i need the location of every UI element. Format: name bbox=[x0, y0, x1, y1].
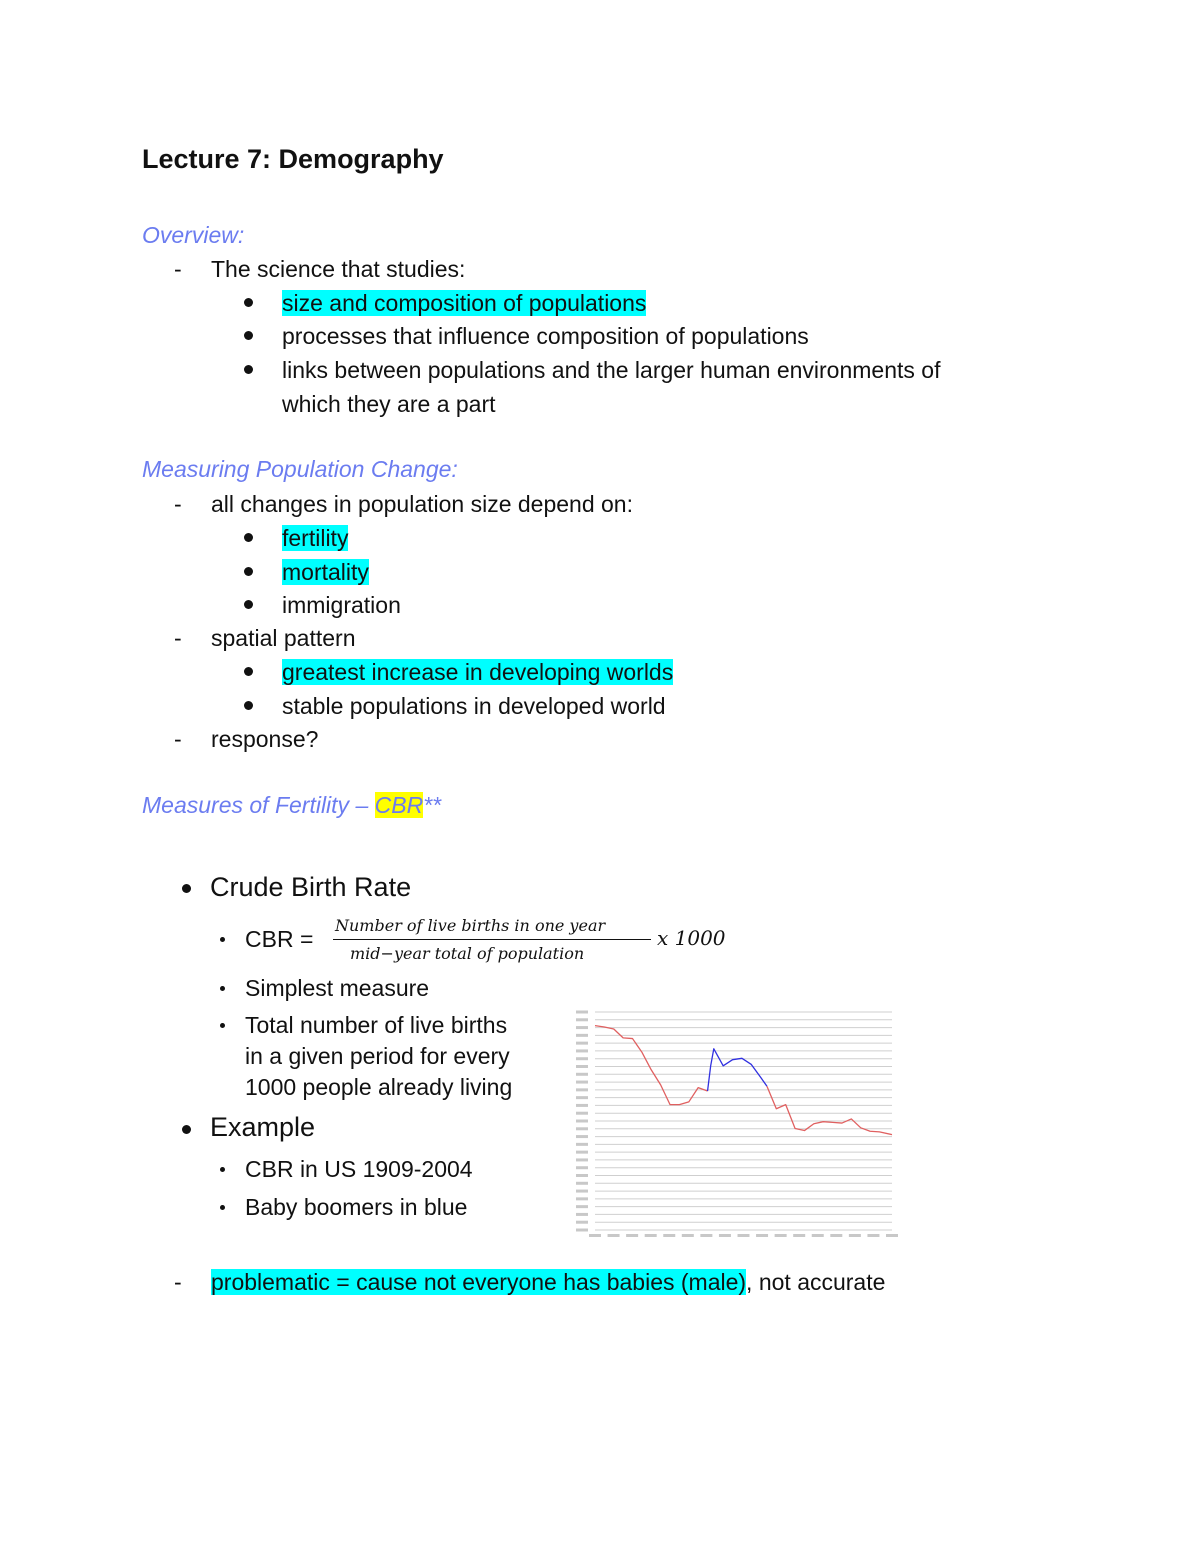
slide-sub-dot bbox=[220, 1167, 225, 1172]
chart-y-tick-mark bbox=[576, 1205, 588, 1208]
formula-numerator: Number of live births in one year bbox=[335, 916, 606, 935]
chart-y-tick-mark bbox=[576, 1081, 588, 1084]
bullet-dot bbox=[244, 533, 253, 542]
chart-y-tick-mark bbox=[576, 1042, 588, 1045]
dash-marker: - bbox=[174, 256, 182, 282]
chart-x-tick-mark bbox=[719, 1234, 731, 1237]
chart-y-tick-mark bbox=[576, 1034, 588, 1037]
bullet-dot bbox=[244, 298, 253, 307]
bullet-dot bbox=[244, 701, 253, 710]
overview-bullet-1: size and composition of populations bbox=[282, 290, 647, 316]
measuring-dash-3: response? bbox=[211, 726, 319, 752]
measuring-bullet-stable: stable populations in developed world bbox=[282, 693, 666, 719]
bullet-dot bbox=[244, 331, 253, 340]
slide-sub-dot bbox=[220, 1205, 225, 1210]
chart-y-tick-mark bbox=[576, 1221, 588, 1224]
chart-series-line-1 bbox=[595, 1026, 708, 1105]
chart-y-tick-mark bbox=[576, 1120, 588, 1123]
chart-y-tick-mark bbox=[576, 1135, 588, 1138]
chart-x-tick-mark bbox=[626, 1234, 638, 1237]
chart-y-tick-mark bbox=[576, 1127, 588, 1130]
slide-sub-dot bbox=[220, 986, 225, 991]
overview-bullet-2: processes that influence composition of populations bbox=[282, 323, 809, 349]
chart-x-tick-mark bbox=[830, 1234, 842, 1237]
chart-series-line-2 bbox=[708, 1049, 767, 1091]
measuring-bullet-fertility: fertility bbox=[282, 525, 349, 551]
slide-sub-dot bbox=[220, 937, 225, 942]
chart-x-tick-mark bbox=[700, 1234, 712, 1237]
page-title: Lecture 7: Demography bbox=[142, 144, 444, 174]
overview-heading: Overview: bbox=[142, 222, 245, 248]
chart-x-tick-mark bbox=[589, 1234, 601, 1237]
chart-x-tick-mark bbox=[608, 1234, 620, 1237]
chart-y-tick-mark bbox=[576, 1229, 588, 1232]
slide-sub-simplest: Simplest measure bbox=[245, 975, 430, 1001]
chart-y-tick-mark bbox=[576, 1197, 588, 1200]
chart-x-tick-mark bbox=[812, 1234, 824, 1237]
bullet-dot bbox=[244, 667, 253, 676]
chart-y-tick-mark bbox=[576, 1213, 588, 1216]
measuring-bullet-increase: greatest increase in developing worlds bbox=[282, 659, 674, 685]
slide-bullet-dot bbox=[182, 884, 191, 893]
cbr-chart-svg bbox=[570, 1002, 900, 1242]
dash-marker: - bbox=[174, 491, 182, 517]
chart-x-tick-mark bbox=[738, 1234, 750, 1237]
chart-x-tick-mark bbox=[867, 1234, 879, 1237]
measuring-heading: Measuring Population Change: bbox=[142, 456, 458, 482]
bullet-dot bbox=[244, 365, 253, 374]
slide-image bbox=[170, 860, 910, 1245]
dash-marker: - bbox=[174, 625, 182, 651]
chart-y-tick-mark bbox=[576, 1049, 588, 1052]
bullet-dot bbox=[244, 567, 253, 576]
slide-sub-cbr-us: CBR in US 1909-2004 bbox=[245, 1156, 473, 1182]
chart-series-line-3 bbox=[767, 1086, 892, 1134]
slide-main-example: Example bbox=[210, 1112, 316, 1142]
measuring-bullet-immigration: immigration bbox=[282, 592, 401, 618]
slide-sub-baby-boomers: Baby boomers in blue bbox=[245, 1194, 468, 1220]
slide-bullet-dot bbox=[182, 1125, 191, 1134]
fertility-heading: Measures of Fertility – CBR** bbox=[142, 792, 442, 818]
measuring-dash-1: all changes in population size depend on: bbox=[211, 491, 633, 517]
chart-y-tick-mark bbox=[576, 1011, 588, 1014]
slide-sub-total-2: in a given period for every bbox=[245, 1043, 510, 1069]
measuring-bullet-mortality: mortality bbox=[282, 559, 369, 585]
slide-main-crude-birth-rate: Crude Birth Rate bbox=[210, 872, 412, 902]
chart-x-tick-mark bbox=[886, 1234, 898, 1237]
chart-y-tick-mark bbox=[576, 1182, 588, 1185]
chart-x-tick-mark bbox=[793, 1234, 805, 1237]
chart-y-tick-mark bbox=[576, 1096, 588, 1099]
chart-y-tick-mark bbox=[576, 1088, 588, 1091]
dash-marker: - bbox=[174, 1269, 182, 1295]
chart-y-tick-mark bbox=[576, 1190, 588, 1193]
chart-x-tick-mark bbox=[645, 1234, 657, 1237]
chart-x-tick-mark bbox=[849, 1234, 861, 1237]
overview-intro: The science that studies: bbox=[211, 256, 466, 282]
measuring-dash-2: spatial pattern bbox=[211, 625, 356, 651]
chart-y-tick-mark bbox=[576, 1112, 588, 1115]
chart-y-tick-mark bbox=[576, 1151, 588, 1154]
chart-x-tick-mark bbox=[682, 1234, 694, 1237]
slide-sub-total-1: Total number of live births bbox=[245, 1012, 508, 1038]
chart-y-tick-mark bbox=[576, 1104, 588, 1107]
overview-bullet-3-cont: which they are a part bbox=[282, 391, 496, 417]
chart-x-tick-mark bbox=[756, 1234, 768, 1237]
formula-multiplier: x 1000 bbox=[657, 926, 726, 950]
formula-fraction-bar bbox=[333, 939, 651, 940]
cbr-chart bbox=[570, 1002, 900, 1242]
chart-y-tick-mark bbox=[576, 1026, 588, 1029]
slide-sub-dot bbox=[220, 1023, 225, 1028]
chart-y-tick-mark bbox=[576, 1065, 588, 1068]
chart-y-tick-mark bbox=[576, 1158, 588, 1161]
chart-y-tick-mark bbox=[576, 1057, 588, 1060]
chart-y-tick-mark bbox=[576, 1018, 588, 1021]
dash-marker: - bbox=[174, 726, 182, 752]
chart-x-tick-mark bbox=[663, 1234, 675, 1237]
chart-y-tick-mark bbox=[576, 1073, 588, 1076]
slide-sub-total-3: 1000 people already living bbox=[245, 1074, 513, 1100]
chart-y-tick-mark bbox=[576, 1166, 588, 1169]
final-note: problematic = cause not everyone has babies (male), not accurate bbox=[211, 1269, 886, 1295]
overview-bullet-3: links between populations and the larger human environments of bbox=[282, 357, 941, 383]
bullet-dot bbox=[244, 600, 253, 609]
formula-denominator: mid−year total of population bbox=[350, 944, 585, 963]
chart-y-tick-mark bbox=[576, 1174, 588, 1177]
chart-x-tick-mark bbox=[775, 1234, 787, 1237]
chart-y-tick-mark bbox=[576, 1143, 588, 1146]
slide-cbr-label: CBR = bbox=[245, 926, 314, 952]
